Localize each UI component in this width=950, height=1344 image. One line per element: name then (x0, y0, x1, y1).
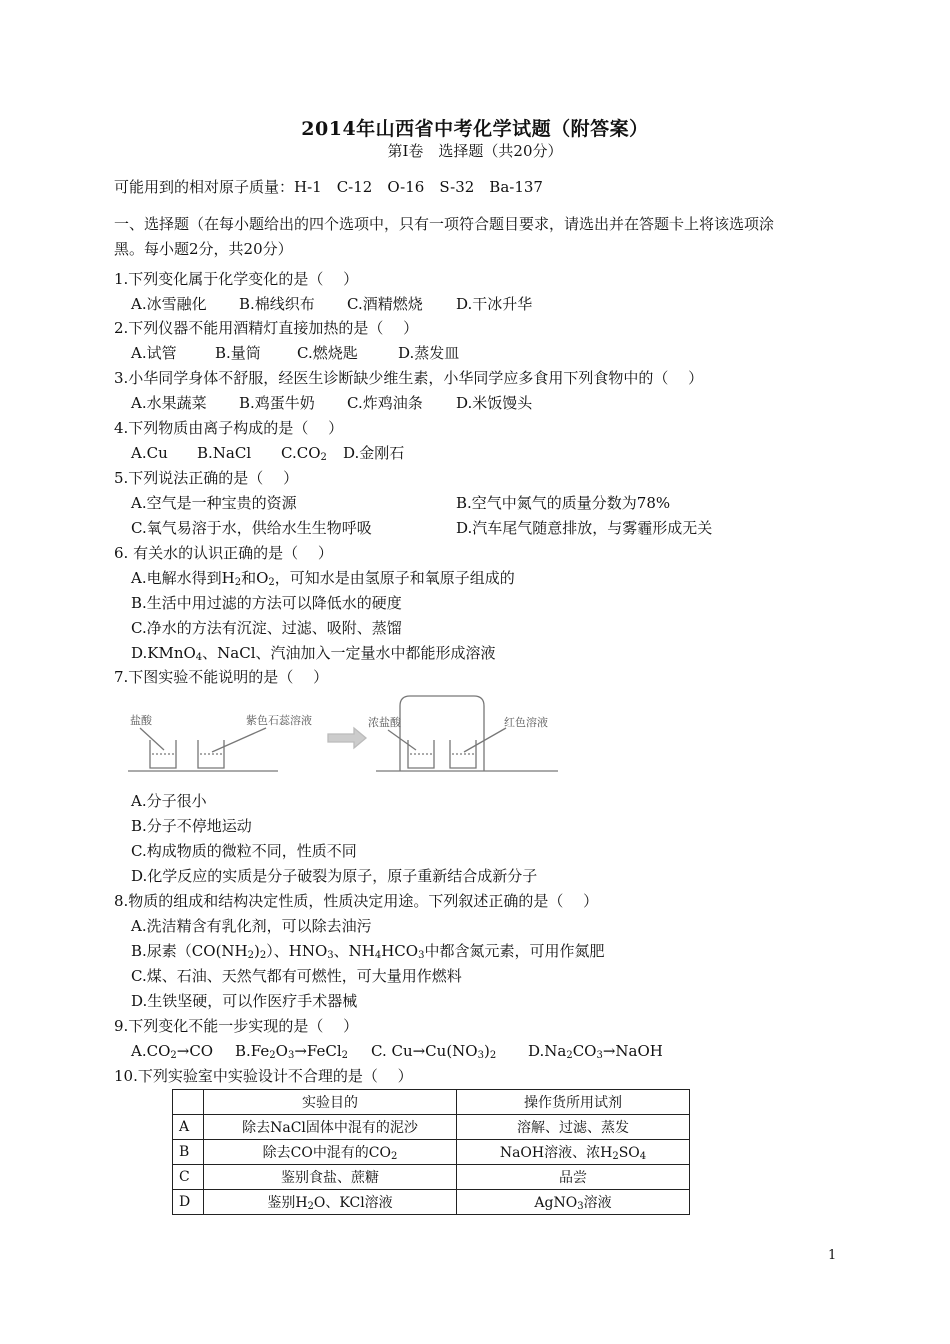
table-cell-letter: D (173, 1190, 204, 1215)
q7-option-a: A.分子很小 (131, 792, 207, 810)
question-2-stem: 2.下列仪器不能用酒精灯直接加热的是（ ） (114, 319, 419, 337)
question-4-stem: 4.下列物质由离子构成的是（ ） (114, 419, 344, 437)
table-cell-purpose: 鉴别食盐、蔗糖 (204, 1165, 457, 1190)
question-3-stem: 3.小华同学身体不舒服，经医生诊断缺少维生素，小华同学应多食用下列食物中的（ ） (114, 369, 704, 387)
q1-option-d: D.干冰升华 (456, 295, 533, 313)
q6-option-c: C.净水的方法有沉淀、过滤、吸附、蒸馏 (131, 619, 402, 637)
q3-option-a: A.水果蔬菜 (131, 394, 207, 412)
table-row (173, 1115, 690, 1140)
table-cell-letter: C (173, 1165, 204, 1190)
table-header-row (173, 1090, 690, 1115)
q9-option-c: C. $Cu\to Cu(NO_3)_2$ (371, 1042, 497, 1061)
table-row (173, 1140, 690, 1165)
table-cell-method: 溶解、过滤、蒸发 (457, 1115, 690, 1140)
q4-option-c: $C.CO_2$ (281, 444, 327, 463)
q1-option-c: C.酒精燃烧 (347, 295, 423, 313)
q9-option-b: $B.Fe_2O_3\to FeCl_2$ (235, 1042, 349, 1061)
q3-option-b: B.鸡蛋牛奶 (239, 394, 315, 412)
table-cell-purpose: 鉴别$H_2O$、KCl溶液 (204, 1190, 457, 1215)
q2-option-d: D.蒸发皿 (398, 344, 460, 362)
q8-option-b: B.尿素$(CO(NH_2)_2)$、$HNO_3$、$NH_4HCO_3$中都含氮元素，可用作氮肥 (131, 942, 605, 961)
q2-option-c: C.燃烧匙 (297, 344, 358, 362)
table-header-cell (173, 1090, 204, 1115)
page-number: 1 (828, 1248, 837, 1263)
experiment-figure (128, 694, 558, 780)
q5-option-c: C.氧气易溶于水，供给水生生物呼吸 (131, 519, 372, 537)
figure-label-hydrochloric-acid: 盐酸 (130, 715, 152, 727)
right-arrow-icon (328, 728, 366, 748)
q4-option-a: A.Cu (131, 444, 168, 462)
section-intro-line-2: 黑。每小题2分，共20分） (114, 240, 293, 258)
pointer-litmus (212, 728, 266, 752)
question-5-stem: 5.下列说法正确的是（ ） (114, 469, 299, 487)
figure-label-red-solution: 红色溶液 (504, 717, 548, 729)
q5-option-a: A.空气是一种宝贵的资源 (131, 494, 297, 512)
q8-option-c: C.煤、石油、天然气都有可燃性，可大量用作燃料 (131, 967, 462, 985)
question-1-stem: 1.下列变化属于化学变化的是（ ） (114, 270, 359, 288)
q9-option-d: $D.Na_2CO_3\to NaOH$ (528, 1042, 663, 1061)
question-7-stem: 7.下图实验不能说明的是（ ） (114, 668, 329, 686)
table-cell-letter: B (173, 1140, 204, 1165)
q3-option-c: C.炸鸡油条 (347, 394, 423, 412)
table-cell-letter: A (173, 1115, 204, 1140)
q6-option-d: D.KMnO$_4$、NaCl、汽油加入一定量水中都能形成溶液 (131, 644, 496, 663)
q7-option-c: C.构成物质的微粒不同，性质不同 (131, 842, 357, 860)
table-cell-purpose: 除去CO中混有的$CO_2$ (204, 1140, 457, 1165)
question-10-stem: 10.下列实验室中实验设计不合理的是（ ） (114, 1067, 413, 1085)
question-9-stem: 9.下列变化不能一步实现的是（ ） (114, 1017, 359, 1035)
figure-label-concentrated-acid: 浓盐酸 (368, 717, 401, 729)
section-subtitle: 第Ⅰ卷 选择题（共20分） (387, 142, 563, 160)
question-6-stem: 6. 有关水的认识正确的是（ ） (114, 544, 333, 562)
q4-option-d: D.金刚石 (343, 444, 405, 462)
pointer-hydrochloric-acid (140, 728, 164, 750)
table-header-cell: 实验目的 (204, 1090, 457, 1115)
figure-label-litmus: 紫色石蕊溶液 (246, 715, 312, 727)
table-row (173, 1165, 690, 1190)
q2-option-a: A.试管 (131, 344, 177, 362)
table-cell-purpose: 除去NaCl固体中混有的泥沙 (204, 1115, 457, 1140)
q1-option-a: A.冰雪融化 (131, 295, 207, 313)
q9-option-a: $A.CO_2\to CO$ (131, 1042, 214, 1061)
table-cell-method: 品尝 (457, 1165, 690, 1190)
q7-option-d: D.化学反应的实质是分子破裂为原子，原子重新结合成新分子 (131, 867, 538, 885)
table-row (173, 1190, 690, 1215)
pointer-concentrated-acid (388, 730, 416, 750)
section-intro-line-1: 一、选择题（在每小题给出的四个选项中，只有一项符合题目要求，请选出并在答题卡上将该选项涂 (114, 215, 775, 233)
q1-option-b: B.棉线织布 (239, 295, 315, 313)
atomic-masses: 可能用到的相对原子质量：H-1 C-12 O-16 S-32 Ba-137 (114, 178, 543, 196)
pointer-red-solution (464, 728, 506, 752)
q3-option-d: D.米饭馒头 (456, 394, 533, 412)
q5-option-d: D.汽车尾气随意排放，与雾霾形成无关 (456, 519, 713, 537)
bell-jar (400, 696, 484, 771)
table-cell-method: AgNO$_3$溶液 (457, 1190, 690, 1215)
q6-option-b: B.生活中用过滤的方法可以降低水的硬度 (131, 594, 402, 612)
q8-option-a: A.洗洁精含有乳化剂，可以除去油污 (131, 917, 372, 935)
q6-option-a: A.电解水得到$H_2$和$O_2$，可知水是由氢原子和氧原子组成的 (131, 569, 515, 588)
table-header-cell: 操作货所用试剂 (457, 1090, 690, 1115)
q5-option-b: B.空气中氮气的质量分数为78% (456, 494, 671, 512)
q2-option-b: B.量筒 (215, 344, 261, 362)
q4-option-b: B.NaCl (197, 444, 252, 462)
q7-option-b: B.分子不停地运动 (131, 817, 252, 835)
question-8-stem: 8.物质的组成和结构决定性质，性质决定用途。下列叙述正确的是（ ） (114, 892, 599, 910)
q10-table (172, 1089, 690, 1215)
table-cell-method: NaOH溶液、浓$H_2SO_4$ (457, 1140, 690, 1165)
page-title: 2014年山西省中考化学试题（附答案） (301, 118, 649, 140)
q8-option-d: D.生铁坚硬，可以作医疗手术器械 (131, 992, 358, 1010)
